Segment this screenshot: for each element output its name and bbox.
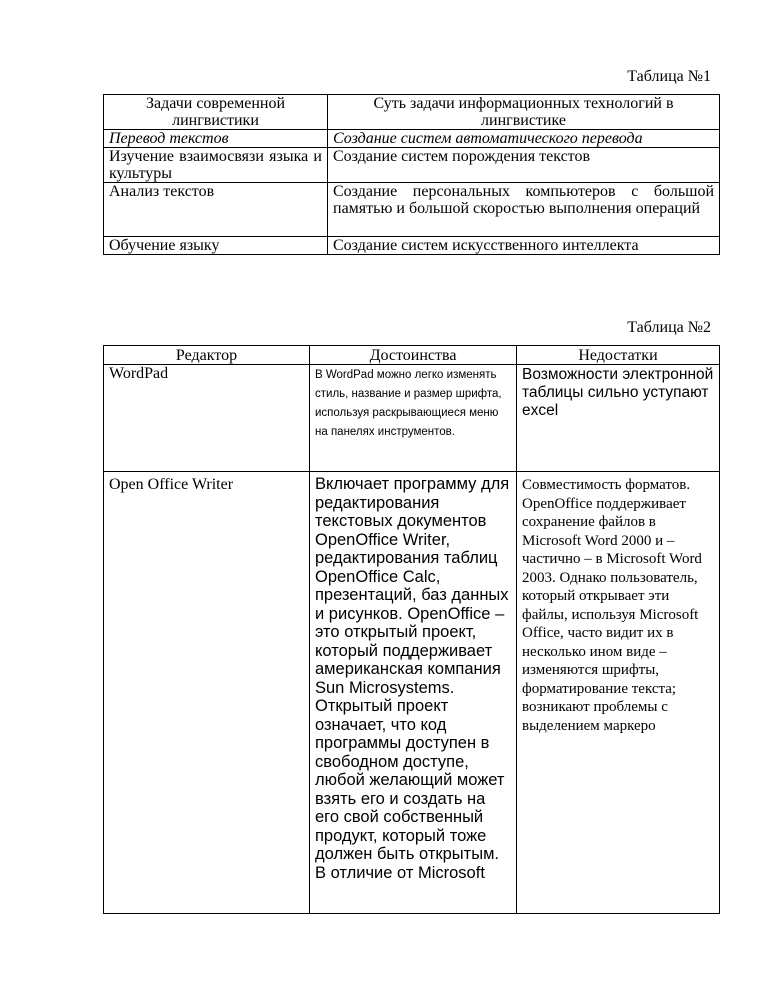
table1-cell: Перевод текстов bbox=[104, 130, 328, 148]
table2-cell-advantages: Включает программу для редактирования текстовых документов OpenOffice Writer, редактирования таблиц OpenOffice Calc, презентаций, баз данных и рисунков. OpenOffice – это открытый проект, который поддерживает американская компания Sun Microsystems. Открытый проект означает, что код программы доступен в свободном доступе, любой желающий может взять его и создать на его свой собственный продукт, который тоже должен быть открытым. В отличие от Microsoft bbox=[310, 472, 517, 914]
table2-header-disadvantages: Недостатки bbox=[517, 346, 720, 365]
table1-cell: Создание систем порождения текстов bbox=[328, 148, 720, 183]
table-row bbox=[104, 130, 720, 148]
table-row bbox=[104, 148, 720, 183]
table1-cell: Создание систем автоматического перевода bbox=[328, 130, 720, 148]
table2-header-editor: Редактор bbox=[104, 346, 310, 365]
table2-cell-editor: Open Office Writer bbox=[104, 472, 310, 914]
table2-cell-editor: WordPad bbox=[104, 365, 310, 472]
table-row bbox=[104, 365, 720, 472]
table2-cell-disadvantages: Возможности электронной таблицы сильно уступают excel bbox=[517, 365, 720, 472]
table1-header-tasks: Задачи современной лингвистики bbox=[104, 95, 328, 130]
table2-header-advantages: Достоинства bbox=[310, 346, 517, 365]
table2-caption: Таблица №2 bbox=[627, 319, 711, 336]
table1-cell: Анализ текстов bbox=[104, 183, 328, 237]
table-2 bbox=[103, 345, 720, 914]
table2-cell-disadvantages: Совместимость форматов. OpenOffice поддерживает сохранение файлов в Microsoft Word 2000 и – частично – в Microsoft Word 2003. Однако пользователь, который открывает эти файлы, используя Microsoft Office, часто видит их в несколько ином виде – изменяются шрифты, форматирование текста; возникают проблемы с выделением маркеро bbox=[517, 472, 720, 914]
table1-cell bbox=[104, 148, 328, 183]
table-1 bbox=[103, 94, 720, 255]
table-row bbox=[104, 183, 720, 237]
table1-caption: Таблица №1 bbox=[627, 68, 711, 85]
table2-cell-advantages: В WordPad можно легко изменять стиль, название и размер шрифта, используя раскрывающиеся меню на панелях инструментов. bbox=[310, 365, 517, 472]
table-header-row bbox=[104, 346, 720, 365]
table1-header-essence: Суть задачи информационных технологий в лингвистике bbox=[328, 95, 720, 130]
table1-cell: Создание персональных компьютеров с большой памятью и большой скоростью выполнения операций bbox=[328, 183, 720, 237]
table-row bbox=[104, 472, 720, 914]
table1-cell: Обучение языку bbox=[104, 237, 328, 255]
table1-cell-text: Изучение взаимосвязи языка и культуры bbox=[109, 148, 322, 182]
table-header-row bbox=[104, 95, 720, 130]
table-row bbox=[104, 237, 720, 255]
table1-cell: Создание систем искусственного интеллекта bbox=[328, 237, 720, 255]
